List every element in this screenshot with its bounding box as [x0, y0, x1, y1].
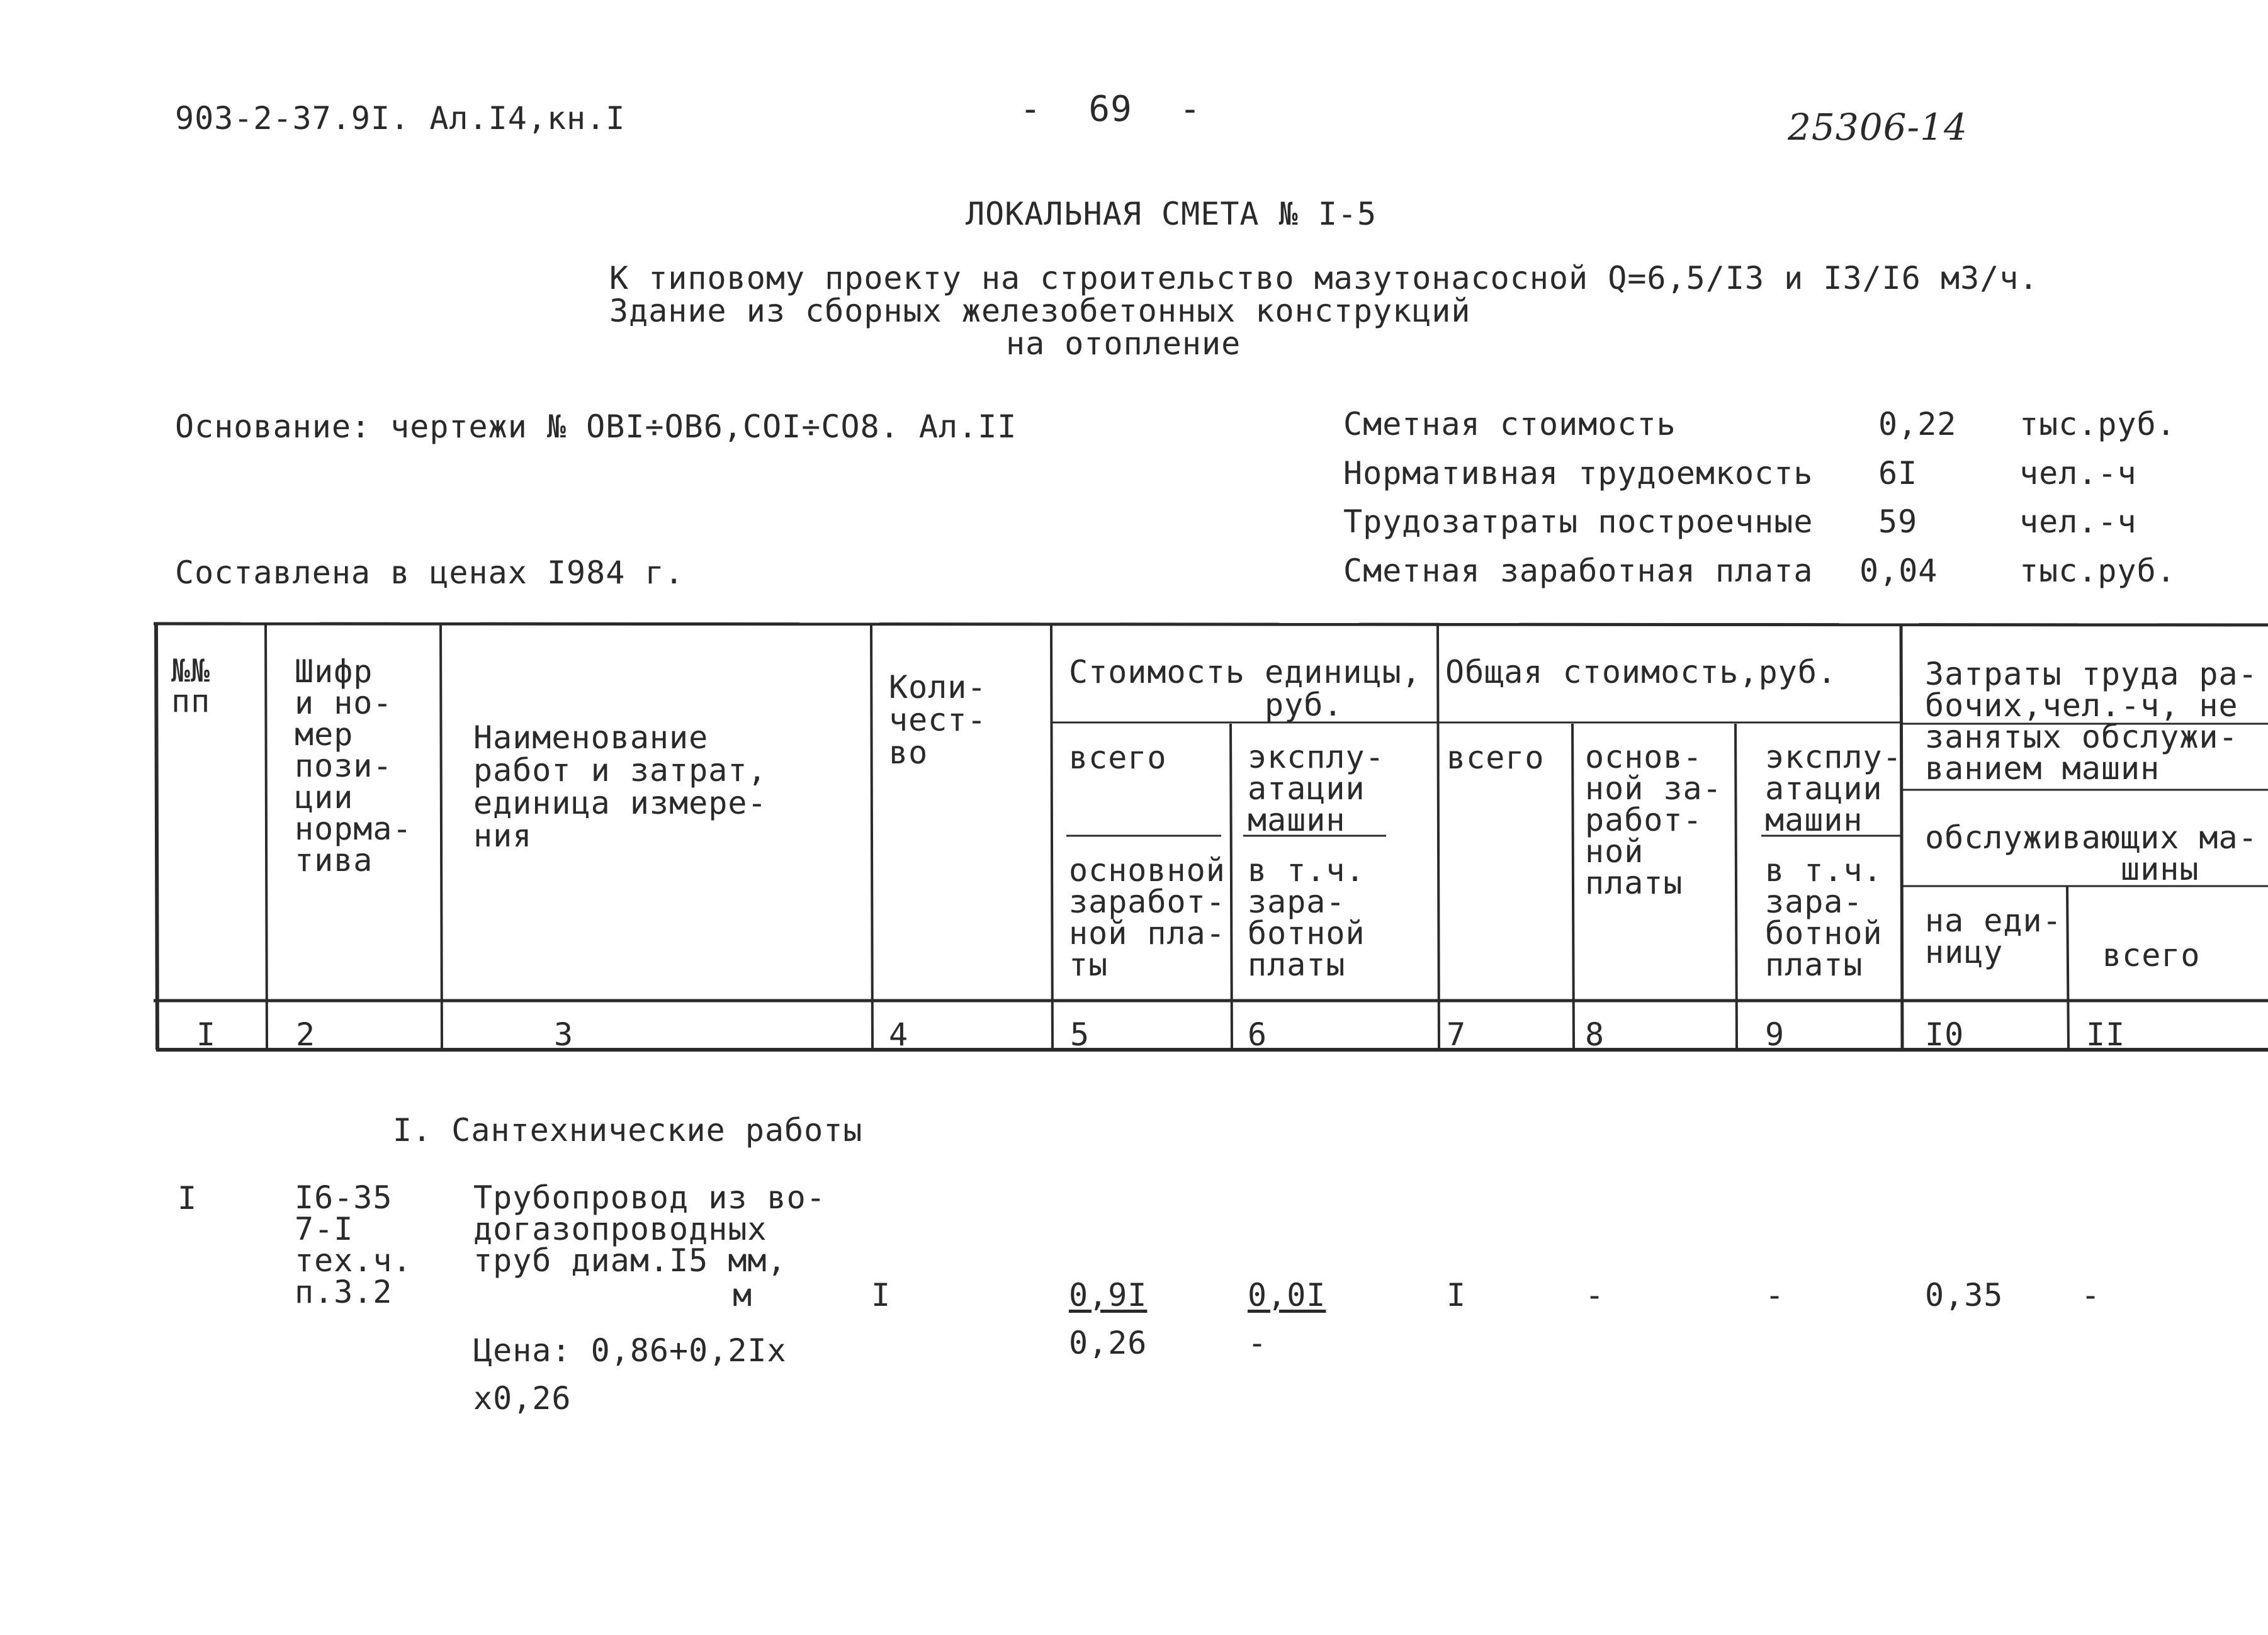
header-total-all: всего — [1447, 739, 1545, 776]
column-number: I0 — [1925, 1016, 1965, 1053]
row-total-machines: - — [1765, 1277, 1785, 1313]
row-total-wage: - — [1585, 1277, 1605, 1313]
column-number: 8 — [1585, 1016, 1605, 1053]
row-unit: м — [733, 1277, 753, 1313]
row-quantity: I — [871, 1277, 891, 1313]
row-total-all: I — [1447, 1277, 1467, 1313]
summary-label: Сметная стоимость — [1343, 406, 1676, 442]
project-line-1: К типовому проекту на строительство мазутонасосной Q=6,5/I3 и I3/I6 м3/ч. — [609, 260, 2039, 296]
row-unit-machines: 0,0I — [1248, 1277, 1326, 1313]
header-quantity: Коли- чест- во — [889, 669, 987, 771]
project-line-3: на отопление — [1006, 325, 1241, 362]
column-number: I — [196, 1016, 217, 1053]
column-number: 2 — [296, 1016, 316, 1053]
row-unit-machine-wage: - — [1248, 1325, 1268, 1361]
header-unit-wage: основной заработ- ной пла- ты — [1069, 852, 1226, 983]
header-labor-per-unit: на еди- ницу — [1925, 902, 2062, 970]
column-number: 5 — [1070, 1016, 1090, 1053]
project-line-2: Здание из сборных железобетонных конструкций — [609, 293, 1471, 329]
header-labor: Затраты труда ра- бочих,чел.-ч, не занятых обслужи- ванием машин — [1925, 656, 2258, 787]
header-unit-cost: Стоимость единицы, руб. — [1069, 654, 1421, 723]
column-number: 6 — [1248, 1016, 1268, 1053]
estimate-heading: ЛОКАЛЬНАЯ СМЕТА № I-5 — [966, 196, 1377, 232]
header-total-wage: основ- ной за- работ- ной платы — [1585, 739, 1722, 901]
header-total-machines: эксплу- атации машин — [1765, 739, 1902, 838]
document-code: 903-2-37.9I. Ал.I4,кн.I — [175, 100, 626, 137]
row-number: I — [178, 1180, 198, 1216]
header-labor-machines: обслуживающих ма- шины — [1925, 819, 2258, 887]
basis-prices: Составлена в ценах I984 г. — [175, 554, 684, 591]
summary-value: 0,22 — [1878, 406, 1957, 442]
row-unit-total: 0,9I — [1069, 1277, 1148, 1313]
summary-value: 59 — [1878, 503, 1918, 540]
summary-value: 0,04 — [1859, 553, 1938, 589]
row-labor-total: - — [2081, 1277, 2101, 1313]
row-unit-wage: 0,26 — [1069, 1325, 1148, 1361]
column-number: II — [2086, 1016, 2126, 1053]
header-unit-total: всего — [1069, 739, 1167, 776]
header-work-name: Наименование работ и затрат, единица измере- ния — [473, 719, 767, 854]
summary-unit: чел.-ч — [2019, 455, 2137, 492]
header-unit-machine-wage: в т.ч. зара- ботной платы — [1248, 852, 1365, 983]
basis-drawings: Основание: чертежи № OBI÷OB6,COI÷CO8. Ал.II — [175, 408, 1017, 445]
summary-unit: тыс.руб. — [2019, 553, 2176, 589]
header-total-machine-wage: в т.ч. зара- ботной платы — [1765, 852, 1883, 983]
row-price-note: Цена: 0,86+0,2Ix х0,26 — [473, 1332, 787, 1417]
header-total-cost: Общая стоимость,руб. — [1445, 654, 1837, 690]
summary-label: Трудозатраты построечные — [1343, 503, 1814, 540]
summary-label: Нормативная трудоемкость — [1343, 455, 1814, 492]
column-number: 3 — [554, 1016, 574, 1053]
column-number: 9 — [1765, 1016, 1785, 1053]
summary-unit: чел.-ч — [2019, 503, 2137, 540]
summary-label: Сметная заработная плата — [1343, 553, 1814, 589]
section-title: I. Сантехнические работы — [393, 1112, 863, 1149]
column-number: 4 — [889, 1016, 909, 1053]
header-labor-total: всего — [2102, 937, 2201, 974]
row-work-name: Трубопровод из во- догазопроводных труб диам.I5 мм, — [473, 1179, 826, 1279]
row-labor-per-unit: 0,35 — [1925, 1277, 2004, 1313]
header-norm-code: Шифр и но- мер пози- ции норма- тива — [295, 653, 412, 879]
row-norm-code: I6-35 7-I тех.ч. п.3.2 — [295, 1179, 412, 1310]
summary-value: 6I — [1878, 455, 1918, 492]
handwritten-number: 25306-14 — [1788, 106, 1968, 149]
header-row-number: №№ пп — [171, 653, 211, 719]
header-unit-machines: эксплу- атации машин — [1248, 739, 1385, 838]
page-number: - 69 - — [1020, 89, 1202, 130]
column-number: 7 — [1447, 1016, 1467, 1053]
summary-unit: тыс.руб. — [2019, 406, 2176, 442]
